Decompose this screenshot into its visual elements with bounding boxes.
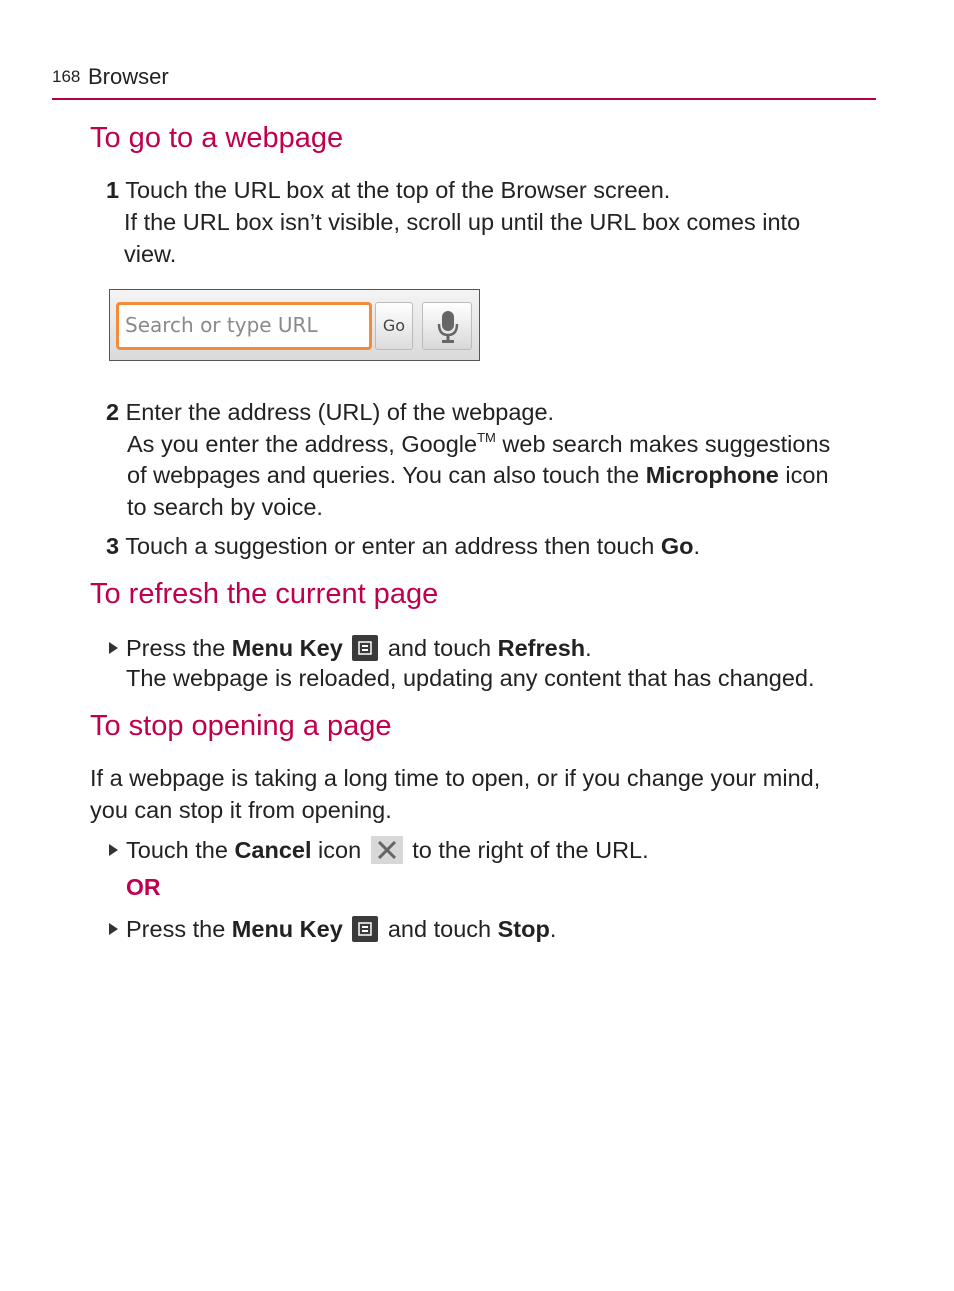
cancel-instruction: Touch the Cancel icon to the right of the URL. xyxy=(126,837,649,863)
heading-go-to-webpage: To go to a webpage xyxy=(90,122,344,154)
step-2-line2: As you enter the address, Google™ web search makes suggestions xyxy=(127,430,831,457)
stop-intro-line1: If a webpage is taking a long time to open, or if you change your mind, xyxy=(90,765,821,791)
menu-key-icon xyxy=(352,916,378,942)
page-number: 168 xyxy=(52,67,81,86)
bullet-arrow-icon xyxy=(109,642,118,654)
step-2-line3: of webpages and queries. You can also touch the Microphone icon xyxy=(127,462,829,488)
heading-refresh-page: To refresh the current page xyxy=(90,578,439,610)
menu-key-icon xyxy=(352,635,378,661)
section-name: Browser xyxy=(88,64,169,89)
microphone-icon xyxy=(437,310,459,344)
step-2: 2 Enter the address (URL) of the webpage. xyxy=(106,399,555,425)
step-1-line2: If the URL box isn’t visible, scroll up until the URL box comes into xyxy=(124,209,801,235)
step-1-line3: view. xyxy=(124,241,177,267)
or-separator: OR xyxy=(126,874,161,900)
stop-instruction: Press the Menu Key and touch Stop. xyxy=(126,916,557,942)
url-input[interactable] xyxy=(119,305,371,345)
bullet-arrow-icon xyxy=(109,923,118,935)
url-box[interactable] xyxy=(116,302,372,350)
stop-intro-line2: you can stop it from opening. xyxy=(90,797,392,823)
page-header xyxy=(52,64,876,100)
microphone-button[interactable] xyxy=(422,302,472,350)
heading-stop-page: To stop opening a page xyxy=(90,710,392,742)
step-1: 1 Touch the URL box at the top of the Browser screen. xyxy=(106,177,671,203)
step-2-line4: to search by voice. xyxy=(127,494,323,520)
step-3: 3 Touch a suggestion or enter an address then touch Go. xyxy=(106,533,700,559)
cancel-icon xyxy=(371,836,403,864)
refresh-result: The webpage is reloaded, updating any content that has changed. xyxy=(126,665,815,691)
bullet-arrow-icon xyxy=(109,844,118,856)
refresh-instruction: Press the Menu Key and touch Refresh. xyxy=(126,635,592,661)
go-button[interactable]: Go xyxy=(375,302,413,350)
url-bar-illustration xyxy=(109,289,480,361)
